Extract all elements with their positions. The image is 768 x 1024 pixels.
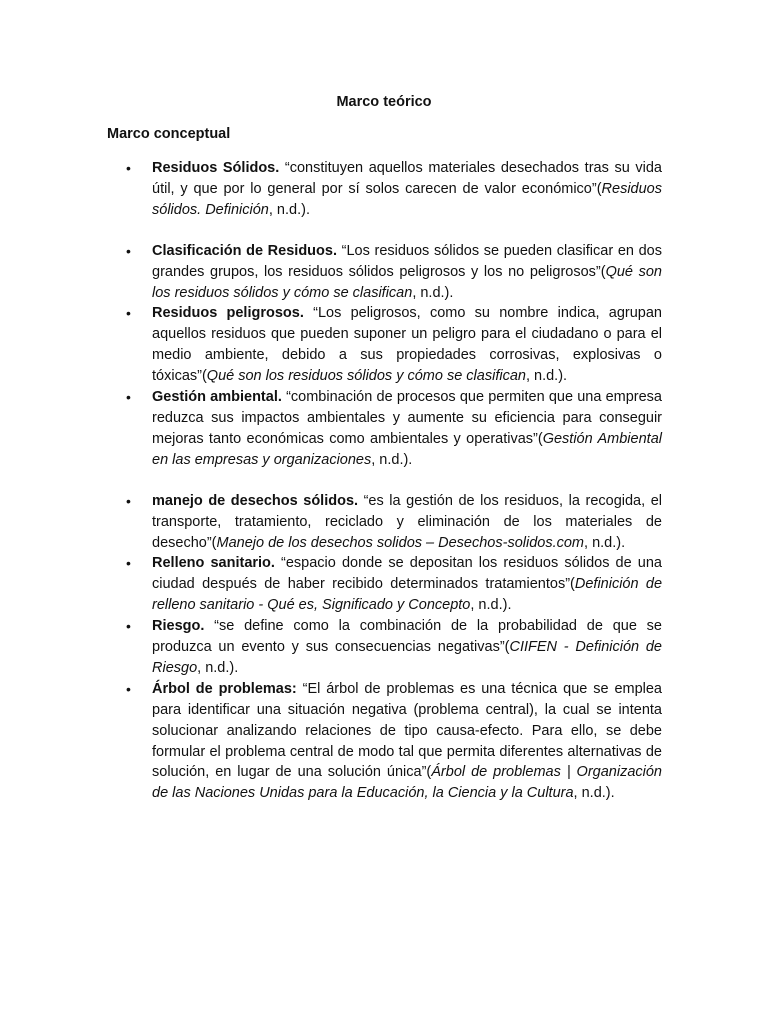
item-text: “constituyen aquellos materiales desechados tras su vida útil, y que por lo general por sí solos carecen de valor económico”( — [152, 160, 662, 197]
bullet-icon: • — [126, 305, 131, 322]
item-tail: , n.d.). — [197, 659, 239, 676]
list-item — [126, 387, 662, 471]
bullet-icon: • — [126, 242, 131, 259]
item-term: manejo de desechos sólidos. — [152, 492, 359, 509]
bullet-icon: • — [126, 680, 131, 697]
item-text: “es la gestión de los residuos, la recogida, el transporte, tratamiento, reciclado y eliminación de los materiales de desecho”( — [152, 492, 662, 551]
item-term: Gestión ambiental. — [152, 389, 282, 406]
item-tail: , n.d.). — [268, 201, 310, 218]
item-source: Qué son los residuos sólidos y cómo se clasifican — [206, 368, 526, 385]
list-item — [126, 158, 662, 221]
item-term: Residuos peligrosos. — [152, 305, 304, 322]
item-text: “combinación de procesos que permiten que una empresa reduzca sus impactos ambientales y aumente su eficiencia para conseguir mejoras tanto económicas como ambientales y operativas”( — [152, 389, 662, 447]
list-item — [126, 616, 662, 679]
bullet-icon: • — [126, 618, 131, 635]
bullet-icon: • — [126, 555, 131, 572]
item-source: Definición de relleno sanitario - Qué es, Significado y Concepto — [152, 576, 663, 614]
section-heading: Marco conceptual — [107, 126, 231, 142]
bullet-icon: • — [126, 492, 131, 509]
list-item — [126, 303, 662, 387]
item-term: Árbol de problemas: — [152, 680, 297, 697]
list-item — [126, 679, 662, 804]
list-item — [126, 553, 663, 616]
item-source: Residuos sólidos. Definición — [152, 180, 662, 218]
item-text: “se define como la combinación de la probabilidad de que se produzca un evento y sus consecuencias negativas”( — [152, 618, 662, 656]
item-text: “Los peligrosos, como su nombre indica, agrupan aquellos residuos que pueden suponer un peligro para el ciudadano o para el medio ambiente, debido a sus propiedades corrosivas, explosivas o tóxicas”( — [152, 305, 662, 385]
item-term: Relleno sanitario. — [152, 555, 275, 572]
item-text: “El árbol de problemas es una técnica que se emplea para identificar una situación negativa (problema central), la cual se intenta solucionar analizando relaciones de tipo causa-efecto. Para ello, se debe formular el problema central de modo tal que permita diferentes alternativas de solución, en lugar de una solución única”( — [152, 680, 662, 781]
list-item — [126, 491, 662, 554]
bullet-icon: • — [126, 389, 131, 406]
bullet-icon: • — [126, 160, 131, 176]
item-source: Manejo de los desechos solidos – Desechos-solidos.com — [216, 534, 585, 551]
list-item — [126, 241, 662, 304]
item-tail: , n.d.). — [371, 451, 413, 468]
item-tail: , n.d.). — [412, 284, 454, 301]
item-source: CIIFEN - Definición de Riesgo — [152, 639, 662, 676]
item-text: “espacio donde se depositan los residuos sólidos de una ciudad después de haber recibido determinados tratamientos”( — [152, 555, 662, 593]
item-term: Clasificación de Residuos. — [152, 242, 337, 259]
item-tail: , n.d.). — [470, 597, 512, 614]
definition-list — [0, 158, 768, 804]
item-term: Riesgo. — [152, 618, 205, 635]
item-tail: , n.d.). — [525, 368, 568, 385]
page-title: Marco teórico — [336, 94, 432, 110]
item-source: Gestión Ambiental en las empresas y organizaciones — [152, 430, 662, 468]
item-term: Residuos Sólidos. — [152, 160, 280, 176]
item-source: Árbol de problemas | Organización de las Naciones Unidas para la Educación, la Ciencia y la Cultura — [152, 764, 662, 802]
item-tail: , n.d.). — [573, 785, 615, 802]
item-tail: , n.d.). — [584, 534, 626, 551]
item-text: “Los residuos sólidos se pueden clasificar en dos grandes grupos, los residuos sólidos peligrosos y los no peligrosos”( — [152, 242, 662, 280]
item-source: Qué son los residuos sólidos y cómo se clasifican — [152, 263, 662, 301]
